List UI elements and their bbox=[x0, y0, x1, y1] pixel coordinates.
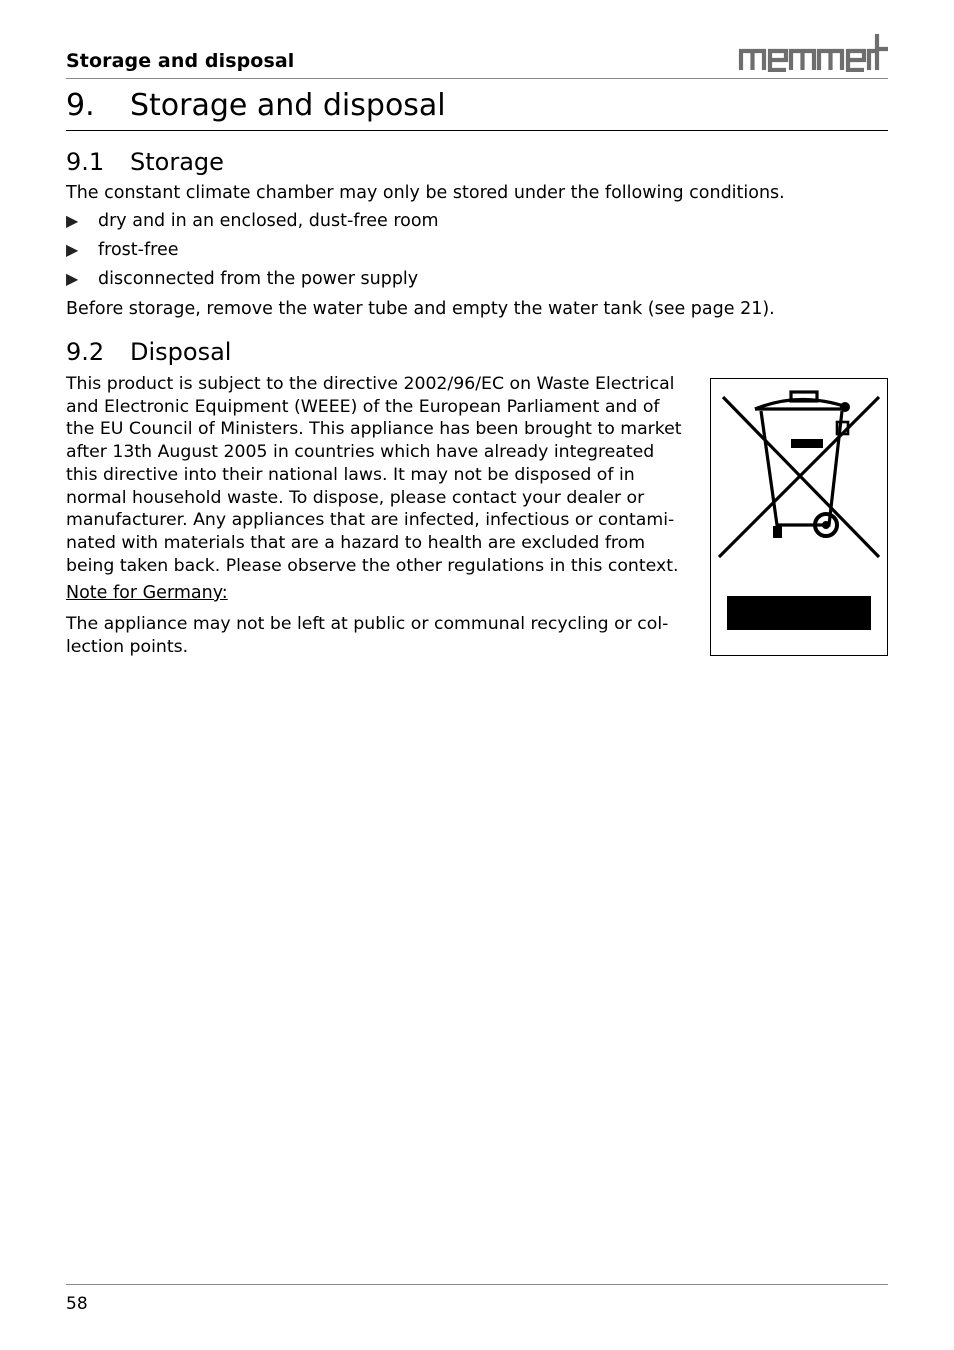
text-line: lection points. bbox=[66, 636, 189, 657]
text-line: This product is subject to the directive 2002/96/EC on Waste Electrical bbox=[66, 374, 675, 394]
bullet-arrow-icon: ▶ bbox=[66, 269, 79, 288]
bullet-arrow-icon: ▶ bbox=[66, 211, 79, 230]
text-line: nated with materials that are a hazard to health are excluded from bbox=[66, 532, 646, 553]
storage-note: Before storage, remove the water tube and empty the water tank (see page 21). bbox=[66, 299, 775, 319]
section-title: Storage bbox=[130, 148, 224, 176]
text-line: and Electronic Equipment (WEEE) of the European Parliament and of bbox=[66, 396, 660, 417]
page-number: 58 bbox=[66, 1294, 88, 1314]
list-item bbox=[66, 269, 418, 289]
section-number: 9.2 bbox=[66, 338, 105, 366]
list-item-text: dry and in an enclosed, dust-free room bbox=[98, 211, 439, 231]
chapter-heading bbox=[66, 88, 446, 123]
chapter-title: Storage and disposal bbox=[130, 88, 446, 123]
section-heading-storage bbox=[66, 148, 224, 176]
memmert-logo bbox=[738, 32, 888, 72]
text-line: the EU Council of Ministers. This appliance has been brought to market bbox=[66, 419, 682, 440]
disposal-body bbox=[66, 373, 690, 577]
memmert-logo-icon bbox=[738, 32, 888, 72]
list-item bbox=[66, 240, 178, 260]
note-for-germany-heading: Note for Germany: bbox=[66, 583, 228, 603]
list-item-text: disconnected from the power supply bbox=[98, 269, 419, 289]
text-line: after 13th August 2005 in countries which have already integreated bbox=[66, 442, 655, 463]
weee-bar bbox=[727, 596, 871, 630]
text-line: normal household waste. To dispose, please contact your dealer or bbox=[66, 487, 645, 508]
list-item-text: frost-free bbox=[98, 240, 179, 260]
text-line: manufacturer. Any appliances that are infected, infectious or contami- bbox=[66, 510, 675, 531]
note-for-germany-body bbox=[66, 613, 690, 658]
list-item bbox=[66, 211, 439, 231]
weee-symbol-frame bbox=[710, 378, 888, 656]
footer-rule bbox=[66, 1284, 888, 1285]
header-rule bbox=[66, 78, 888, 79]
section-title: Disposal bbox=[130, 338, 232, 366]
text-line: The appliance may not be left at public or communal recycling or col- bbox=[66, 614, 669, 634]
chapter-number: 9. bbox=[66, 88, 95, 123]
chapter-rule bbox=[66, 130, 888, 131]
text-line: this directive into their national laws. It may not be disposed of in bbox=[66, 464, 635, 485]
text-line: being taken back. Please observe the other regulations in this context. bbox=[66, 555, 679, 576]
running-header-title: Storage and disposal bbox=[66, 50, 295, 72]
bullet-arrow-icon: ▶ bbox=[66, 240, 79, 259]
section-heading-disposal bbox=[66, 338, 231, 366]
crossed-out-wheelie-bin-icon bbox=[711, 379, 887, 655]
storage-intro: The constant climate chamber may only be stored under the following conditions. bbox=[66, 183, 785, 203]
section-number: 9.1 bbox=[66, 148, 105, 176]
